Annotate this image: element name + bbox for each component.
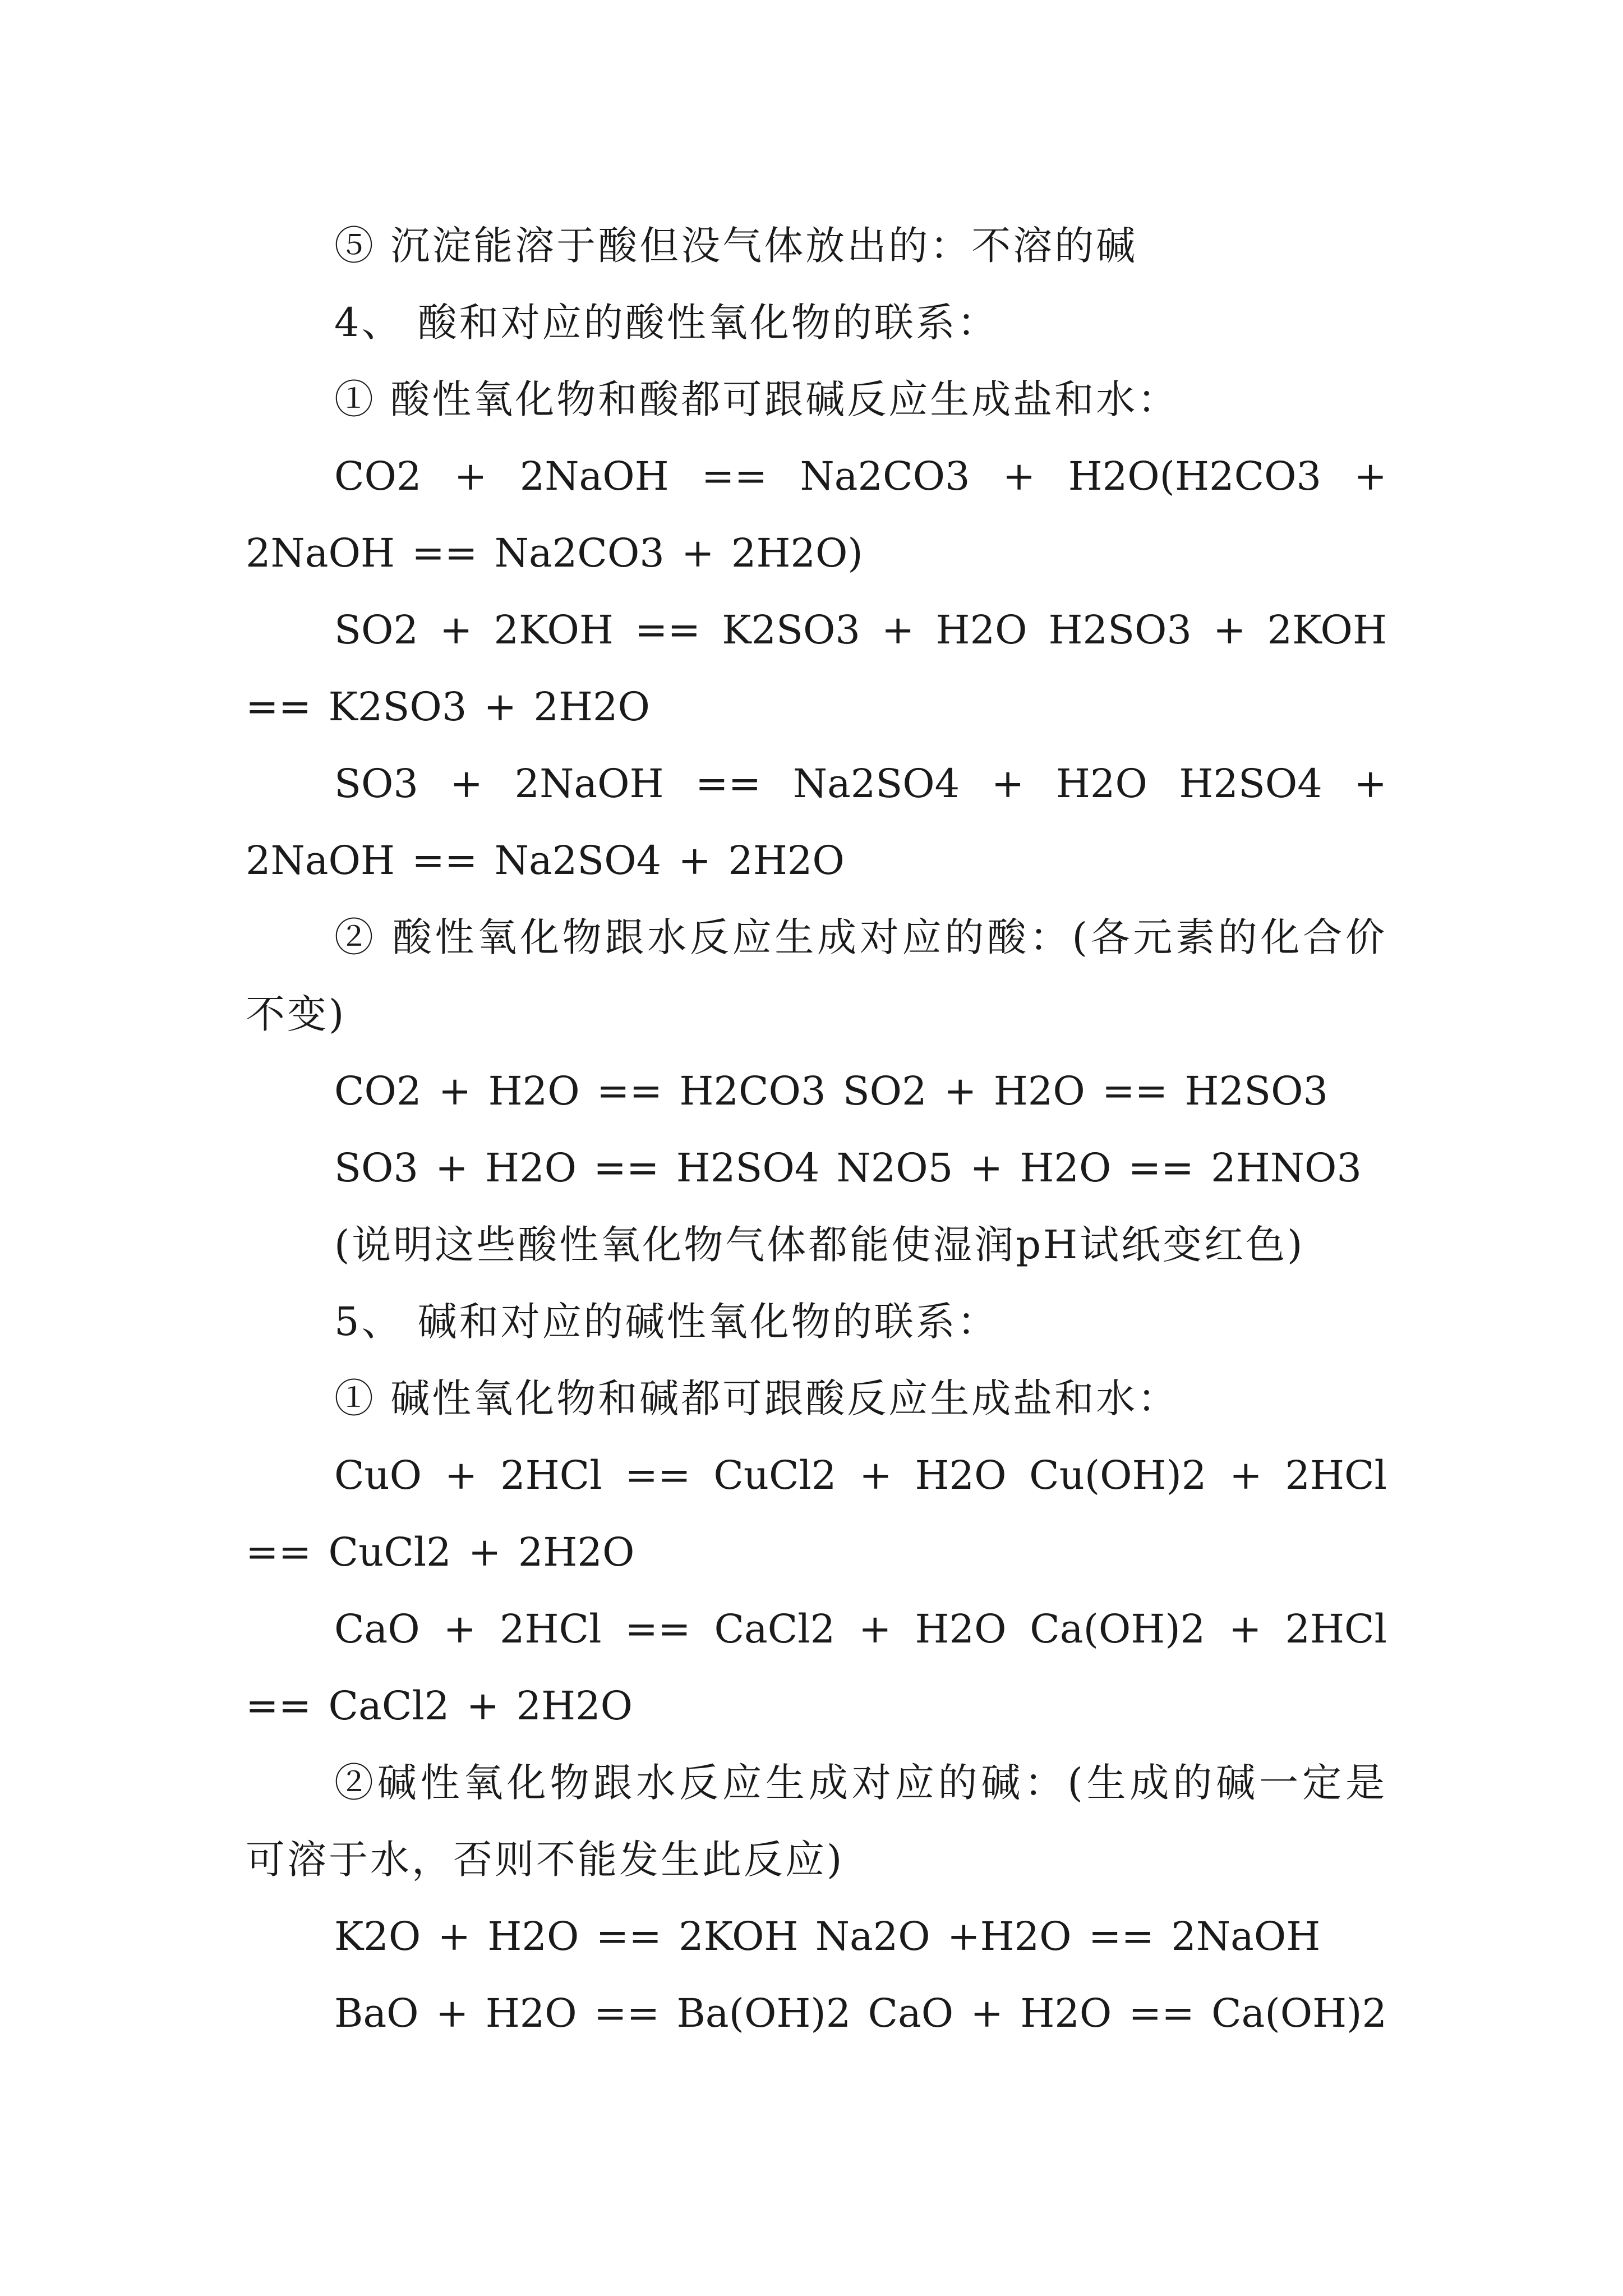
paragraph-precipitate-dissolves-no-gas: ⑤ 沉淀能溶于酸但没气体放出的：不溶的碱 <box>334 223 1138 269</box>
paragraph-base-oxide-with-acid: ① 碱性氧化物和碱都可跟酸反应生成盐和水： <box>334 1375 1179 1421</box>
heading-base-oxide-relation: 5、 碱和对应的碱性氧化物的联系： <box>334 1299 999 1345</box>
paragraph-acid-oxide-with-base: ① 酸性氧化物和酸都可跟碱反应生成盐和水： <box>334 376 1179 422</box>
equation-cao-hcl: CaO + 2HCl == CaCl2 + H2O Ca(OH)2 + 2HCl == CaCl2 + 2H2O <box>246 1606 1387 1729</box>
equation-so3-n2o5-water: SO3 + H2O == H2SO4 N2O5 + H2O == 2HNO3 <box>334 1145 1362 1191</box>
document-body <box>246 208 1387 2052</box>
paragraph-acid-oxide-with-water: ② 酸性氧化物跟水反应生成对应的酸：(各元素的化合价不变) <box>246 914 1387 1037</box>
equation-co2-so2-water: CO2 + H2O == H2CO3 SO2 + H2O == H2SO3 <box>334 1068 1328 1114</box>
equation-co2-naoh: CO2 + 2NaOH == Na2CO3 + H2O(H2CO3 + 2NaOH == Na2CO3 + 2H2O) <box>246 453 1387 576</box>
equation-k2o-na2o-water: K2O + H2O == 2KOH Na2O +H2O == 2NaOH <box>334 1913 1321 1959</box>
equation-cuo-hcl: CuO + 2HCl == CuCl2 + H2O Cu(OH)2 + 2HCl == CuCl2 + 2H2O <box>246 1452 1387 1575</box>
paragraph-base-oxide-with-water: ②碱性氧化物跟水反应生成对应的碱：(生成的碱一定是可溶于水，否则不能发生此反应) <box>246 1760 1387 1883</box>
equation-so2-koh: SO2 + 2KOH == K2SO3 + H2O H2SO3 + 2KOH == K2SO3 + 2H2O <box>246 607 1387 730</box>
equation-bao-cao-water: BaO + H2O == Ba(OH)2 CaO + H2O == Ca(OH)2 <box>334 1990 1387 2036</box>
note-ph-paper-red: (说明这些酸性氧化物气体都能使湿润pH试纸变红色) <box>334 1222 1305 1268</box>
equation-so3-naoh: SO3 + 2NaOH == Na2SO4 + H2O H2SO4 + 2NaOH == Na2SO4 + 2H2O <box>246 761 1387 884</box>
heading-acid-oxide-relation: 4、 酸和对应的酸性氧化物的联系： <box>334 300 999 346</box>
